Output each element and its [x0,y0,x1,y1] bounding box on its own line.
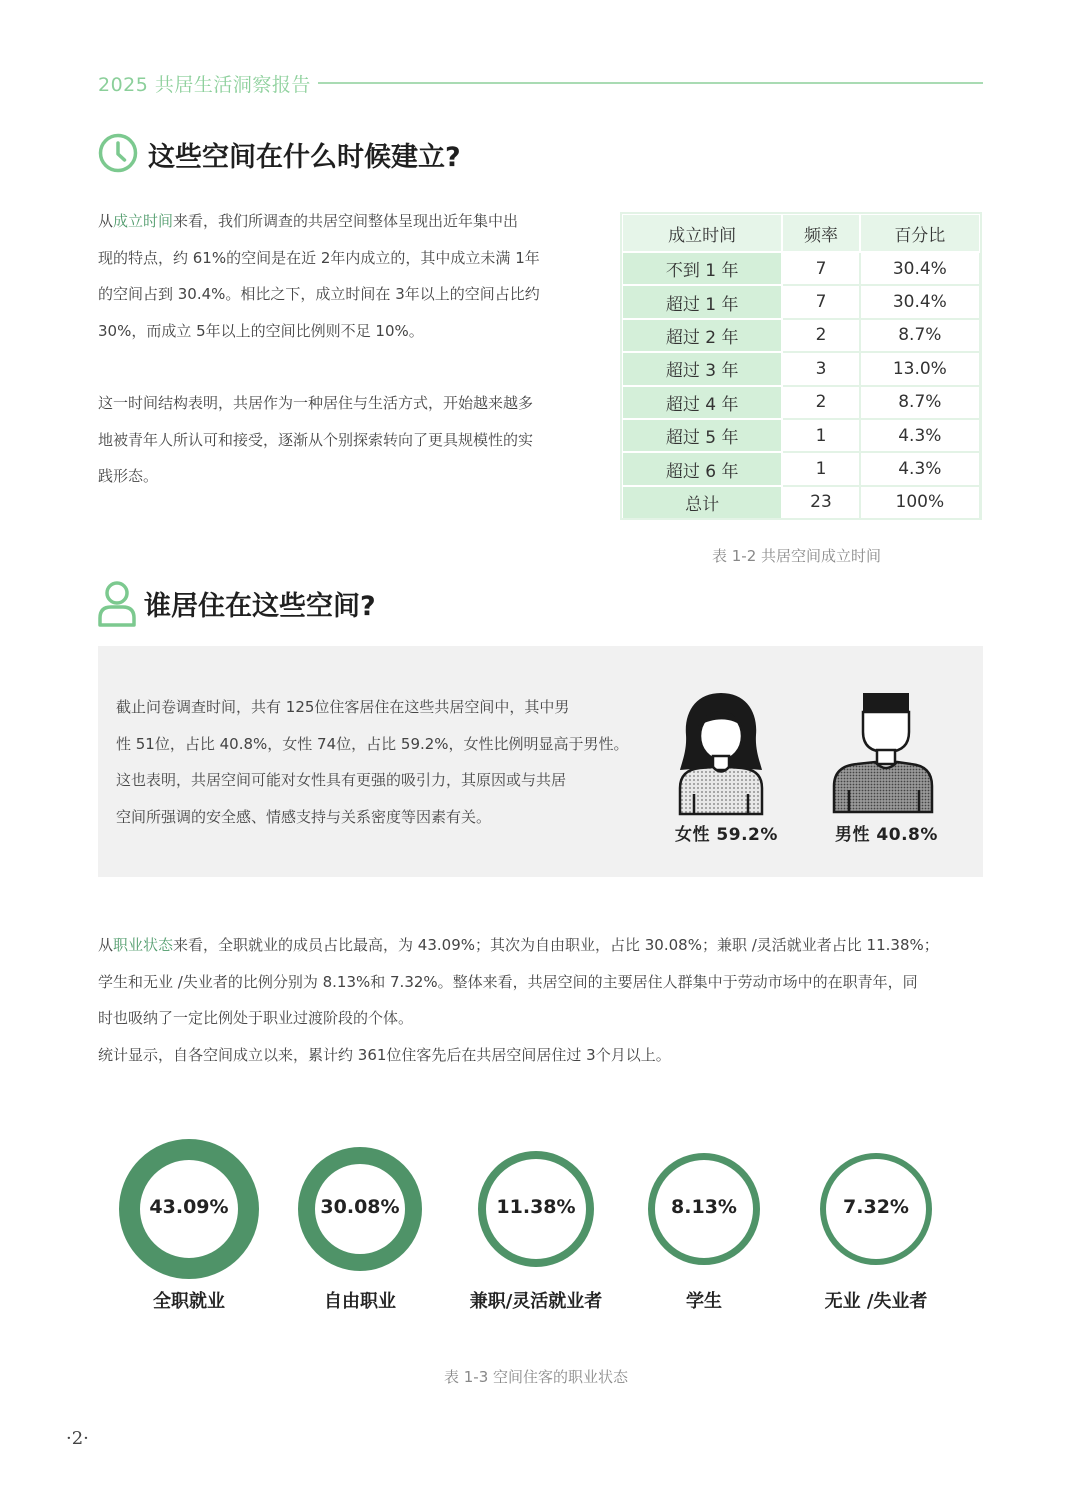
table-cell: 4.3% [860,419,980,452]
table-cell: 不到 1 年 [622,252,782,285]
table-header-cell: 百分比 [860,214,980,252]
person-icon [97,580,137,628]
table-cell: 2 [782,319,859,352]
highlight-established-time: 成立时间 [113,212,174,230]
table-cell: 30.4% [860,252,980,285]
table-caption-established: 表 1-2 共居空间成立时间 [712,547,882,565]
donut-category-label: 自由职业 [324,1291,396,1312]
table-row [622,419,980,452]
established-paragraph-2 [98,385,588,495]
report-header-title: 2025 共居生活洞察报告 [98,74,311,96]
table-cell: 超过 4 年 [622,386,782,419]
table-row [622,386,980,419]
table-header-cell: 频率 [782,214,859,252]
header-divider [318,82,983,84]
section-title-residents: 谁居住在这些空间? [144,591,376,622]
para-line: 地被青年人所认可和接受，逐渐从个别探索转向了更具规模性的实 [98,430,534,449]
established-paragraph-1 [98,203,588,349]
para-text: 来看，全职就业的成员占比最高，为 43.09%；其次为自由职业，占比 30.08%；兼职 /灵活就业者占比 11.38%； [173,936,939,954]
table-cell: 总计 [622,486,782,519]
table-cell: 23 [782,486,859,519]
para-line: 空间所强调的安全感、情感支持与关系密度等因素有关。 [116,807,492,826]
female-percentage-label: 女性 59.2% [675,825,778,845]
table-row [622,319,980,352]
para-line: 践形态。 [98,467,159,485]
donut-category-label: 兼职/灵活就业者 [469,1291,603,1312]
para-line: 截止问卷调查时间，共有 125位住客居住在这些共居空间中，其中男 [116,698,570,716]
male-percentage-label: 男性 40.8% [835,825,938,845]
para-line: 30%，而成立 5年以上的空间比例则不足 10%。 [98,321,424,340]
table-cell: 8.7% [860,386,980,419]
donut-value-label: 7.32% [843,1196,909,1218]
para-line: 这一时间结构表明，共居作为一种居住与生活方式，开始越来越多 [98,394,534,412]
table-cell: 超过 6 年 [622,452,782,485]
donut-value-label: 43.09% [149,1196,229,1218]
female-figure-icon [676,690,766,816]
chart-caption-occupation: 表 1-3 空间住客的职业状态 [444,1368,629,1386]
table-row [622,252,980,285]
table-cell: 超过 3 年 [622,352,782,385]
clock-icon [98,133,138,173]
table-total-row [622,486,980,519]
donut-category-label: 无业 /失业者 [824,1291,928,1312]
table-row [622,285,980,318]
para-line: 统计显示，自各空间成立以来，累计约 361位住客先后在共居空间居住过 3个月以上。 [98,1045,671,1064]
donut-category-label: 学生 [686,1291,722,1312]
donut-value-label: 8.13% [671,1196,737,1218]
para-line: 这也表明，共居空间可能对女性具有更强的吸引力，其原因或与共居 [116,771,567,789]
table-cell: 3 [782,352,859,385]
residents-paragraph [116,689,636,835]
table-cell: 2 [782,386,859,419]
occupation-paragraph [98,927,983,1073]
para-text: 从 [98,936,114,954]
male-figure-icon [831,690,935,814]
donut-value-label: 11.38% [496,1196,576,1218]
table-cell: 超过 2 年 [622,319,782,352]
table-cell: 7 [782,252,859,285]
established-time-table [621,213,981,520]
table-row [622,352,980,385]
table-cell: 超过 5 年 [622,419,782,452]
table-cell: 8.7% [860,319,980,352]
table-cell: 1 [782,419,859,452]
table-row [622,452,980,485]
donut-value-label: 30.08% [320,1196,400,1218]
para-text: 来看，我们所调查的共居空间整体呈现出近年集中出 [173,212,519,230]
table-cell: 7 [782,285,859,318]
para-text: 从 [98,212,114,230]
table-cell: 13.0% [860,352,980,385]
highlight-occupation-status: 职业状态 [113,936,174,954]
table-header-row [622,214,980,252]
para-line: 时也吸纳了一定比例处于职业过渡阶段的个体。 [98,1009,414,1027]
table-cell: 30.4% [860,285,980,318]
para-line: 性 51位，占比 40.8%，女性 74位，占比 59.2%，女性比例明显高于男性。 [116,734,629,753]
table-cell: 4.3% [860,452,980,485]
page-number: ·2· [66,1428,89,1449]
table-cell: 100% [860,486,980,519]
para-line: 的空间占到 30.4%。相比之下，成立时间在 3年以上的空间占比约 [98,285,540,303]
para-line: 现的特点，约 61%的空间是在近 2年内成立的，其中成立未满 1年 [98,248,540,267]
section-title-established: 这些空间在什么时候建立? [148,142,461,173]
table-cell: 超过 1 年 [622,285,782,318]
donut-category-label: 全职就业 [153,1291,225,1312]
table-cell: 1 [782,452,859,485]
para-line: 学生和无业 /失业者的比例分别为 8.13%和 7.32%。整体来看，共居空间的主要居住人群集中于劳动市场中的在职青年，同 [98,972,918,991]
table-header-cell: 成立时间 [622,214,782,252]
